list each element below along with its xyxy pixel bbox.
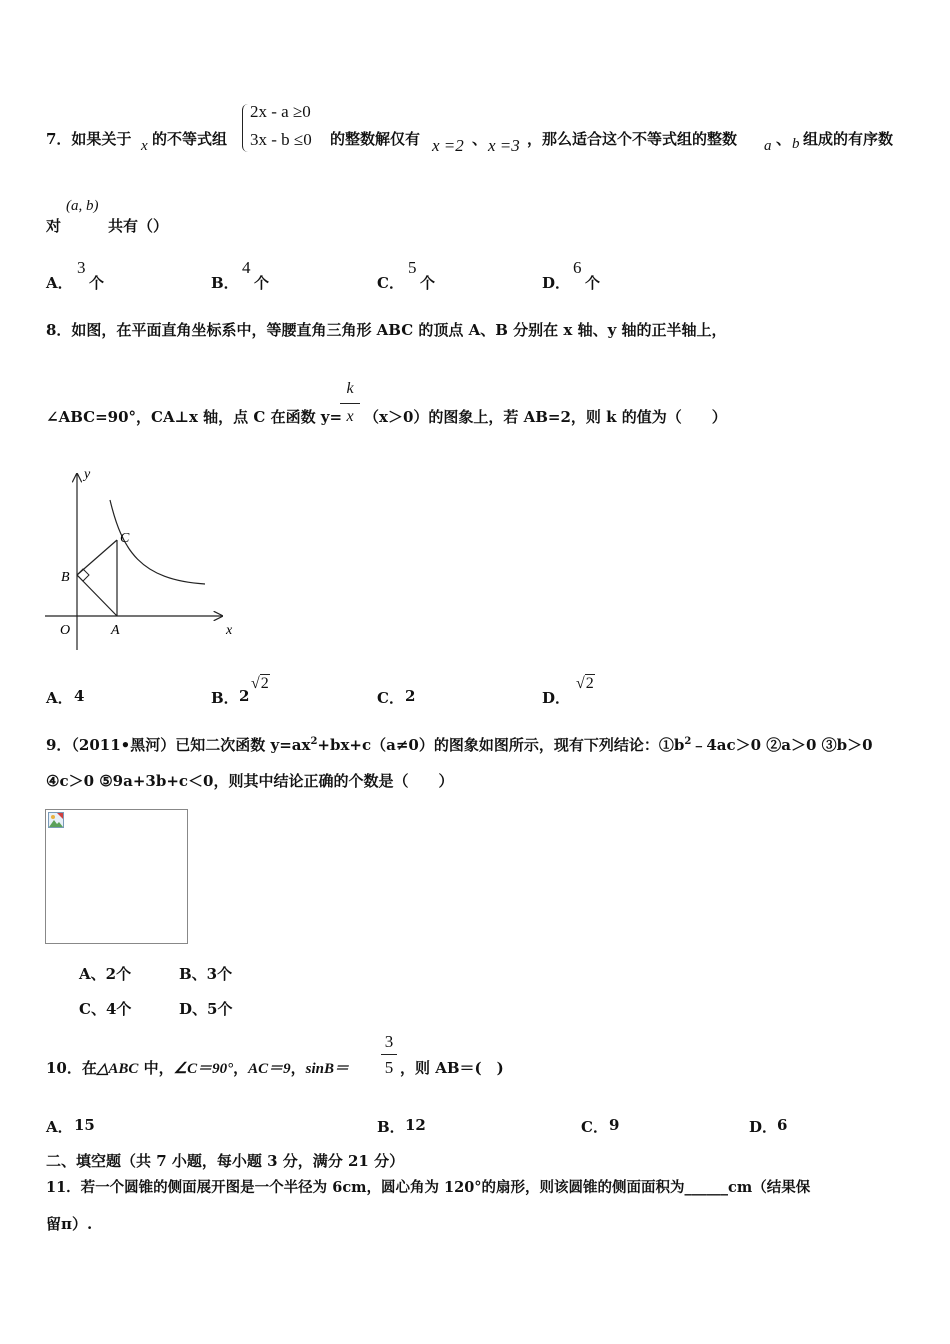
label-x: x xyxy=(226,623,233,638)
q7-line2-end: 共有（） xyxy=(108,217,169,235)
q8-option-b-sqrt: √2 xyxy=(251,675,269,692)
q7-option-c-unit: 个 xyxy=(420,274,436,292)
q10-zhong: 中， xyxy=(138,1059,174,1077)
q10-option-c-value: 9 xyxy=(609,1116,620,1134)
section2-title: 二、填空题（共 7 小题，每小题 3 分，满分 21 分） xyxy=(46,1152,405,1170)
label-o: O xyxy=(60,623,71,638)
q9-option-c: C、4个 xyxy=(79,1000,132,1018)
q8-option-b-radicand: 2 xyxy=(260,675,269,692)
q8-frac-numerator: k xyxy=(346,380,354,397)
q7-var-a: a xyxy=(764,138,772,154)
q9-line1 xyxy=(46,734,873,755)
q8-option-d-label: D． xyxy=(542,689,571,707)
q9-broken-image xyxy=(45,809,188,944)
q10-option-a-label: A． xyxy=(46,1118,73,1136)
q8-option-c-value: 2 xyxy=(405,687,416,705)
q7-var-b: b xyxy=(792,136,800,152)
q7-option-a-value: 3 xyxy=(77,258,86,277)
q7-line2-prefix: 对 xyxy=(46,217,62,235)
q9-option-d: D、5个 xyxy=(179,1000,233,1018)
right-angle-mark xyxy=(77,569,89,581)
q7-pair: (a, b) xyxy=(66,198,99,214)
q8-frac-denominator: x xyxy=(346,408,354,425)
label-b: B xyxy=(61,570,70,585)
q7-option-a-unit: 个 xyxy=(89,274,105,292)
q7-brace xyxy=(242,104,249,152)
q9-line1-a: 9．（2011•黑河）已知二次函数 y=ax xyxy=(46,736,311,754)
q8-option-d-sqrt: √2 xyxy=(576,675,594,692)
q8-figure xyxy=(40,462,240,652)
q9-option-a: A、2个 xyxy=(79,965,132,983)
q10-frac-numerator: 3 xyxy=(384,1032,394,1051)
q7-inequality-1: 2x - a ≥0 xyxy=(250,102,311,121)
q9-line1-b: +bx+c（a≠0）的图象如图所示，现有下列结论：①b xyxy=(317,736,685,754)
q10-line xyxy=(46,1057,349,1078)
q7-option-d-value: 6 xyxy=(573,258,582,277)
q8-option-d-radicand: 2 xyxy=(585,675,594,692)
q8-option-a-value: 4 xyxy=(74,687,85,705)
q10-ac: AC＝9 xyxy=(248,1061,291,1077)
q10-option-d-label: D． xyxy=(749,1118,778,1136)
q9-line2: ④c＞0 ⑤9a+3b+c＜0，则其中结论正确的个数是（ ） xyxy=(46,772,454,790)
q7-option-c-label: C． xyxy=(377,274,404,292)
q10-comma2: ， xyxy=(290,1059,306,1077)
q10-angle: ∠C＝90° xyxy=(173,1061,234,1077)
q10-frac-bar xyxy=(381,1054,397,1055)
label-c: C xyxy=(120,531,130,546)
q7-mid2: 的整数解仅有 xyxy=(330,130,421,148)
q7-end: 组成的有序数 xyxy=(803,130,894,148)
q7-mid3: ，那么适合这个不等式组的整数 xyxy=(527,130,738,148)
label-a: A xyxy=(111,623,120,638)
q9-sup-2: 2 xyxy=(310,736,318,747)
q10-comma1: ， xyxy=(233,1059,249,1077)
q8-option-b-label: B． xyxy=(211,689,239,707)
q11-line2: 留π）. xyxy=(46,1215,93,1233)
q10-frac-denominator: 5 xyxy=(384,1058,394,1077)
q8-option-c-label: C． xyxy=(377,689,404,707)
q10-end: ，则 AB＝( ) xyxy=(400,1059,504,1077)
q8-line1: 8．如图，在平面直角坐标系中，等腰直角三角形 ABC 的顶点 A、B 分别在 x 轴、y 轴的正半轴上， xyxy=(46,321,727,339)
q8-frac-bar xyxy=(340,403,360,404)
q7-option-d-unit: 个 xyxy=(585,274,601,292)
q7-var-x: x xyxy=(141,138,148,154)
q9-sup-2b: 2 xyxy=(684,736,692,747)
q7-option-d-label: D． xyxy=(542,274,571,292)
q7-option-b-unit: 个 xyxy=(254,274,270,292)
label-y: y xyxy=(84,467,91,482)
q7-sep: 、 xyxy=(472,130,488,148)
q10-prefix: 10．在 xyxy=(46,1059,97,1077)
q9-option-b: B、3个 xyxy=(179,965,233,983)
q8-line2-b: （x＞0）的图象上，若 AB=2，则 k 的值为（ ） xyxy=(364,408,727,426)
q10-option-a-value: 15 xyxy=(74,1116,95,1134)
q10-option-c-label: C． xyxy=(581,1118,608,1136)
broken-image-icon xyxy=(48,812,64,828)
q7-option-c-value: 5 xyxy=(408,258,417,277)
segment-bc xyxy=(77,540,117,575)
q7-solution-1: x =2 xyxy=(432,136,464,155)
q7-sep2: 、 xyxy=(776,130,792,148)
q7-option-b-value: 4 xyxy=(242,258,251,277)
q7-line1-mid: 的不等式组 xyxy=(152,130,228,148)
q7-option-a-label: A． xyxy=(46,274,73,292)
q11-line1: 11．若一个圆锥的侧面展开图是一个半径为 6cm，圆心角为 120°的扇形，则该圆锥的侧面面积为______cm（结果保 xyxy=(46,1179,811,1196)
q10-sinb: sinB＝ xyxy=(305,1061,350,1077)
q9-line1-c: ﹣4ac＞0 ②a＞0 ③b＞0 xyxy=(691,736,873,754)
q10-option-d-value: 6 xyxy=(777,1116,788,1134)
q7-line1-prefix: 7．如果关于 xyxy=(46,130,132,148)
q10-triangle: △ABC xyxy=(96,1061,139,1077)
q8-option-a-label: A． xyxy=(46,689,73,707)
q7-solution-2: x =3 xyxy=(488,136,520,155)
q8-line2-a: ∠ABC=90°，CA⊥x 轴，点 C 在函数 y= xyxy=(46,408,343,426)
q10-option-b-value: 12 xyxy=(405,1116,426,1134)
q7-option-b-label: B． xyxy=(211,274,239,292)
q10-option-b-label: B． xyxy=(377,1118,405,1136)
q7-inequality-2: 3x - b ≤0 xyxy=(250,130,312,149)
q8-option-b-value: 2 xyxy=(239,687,250,705)
